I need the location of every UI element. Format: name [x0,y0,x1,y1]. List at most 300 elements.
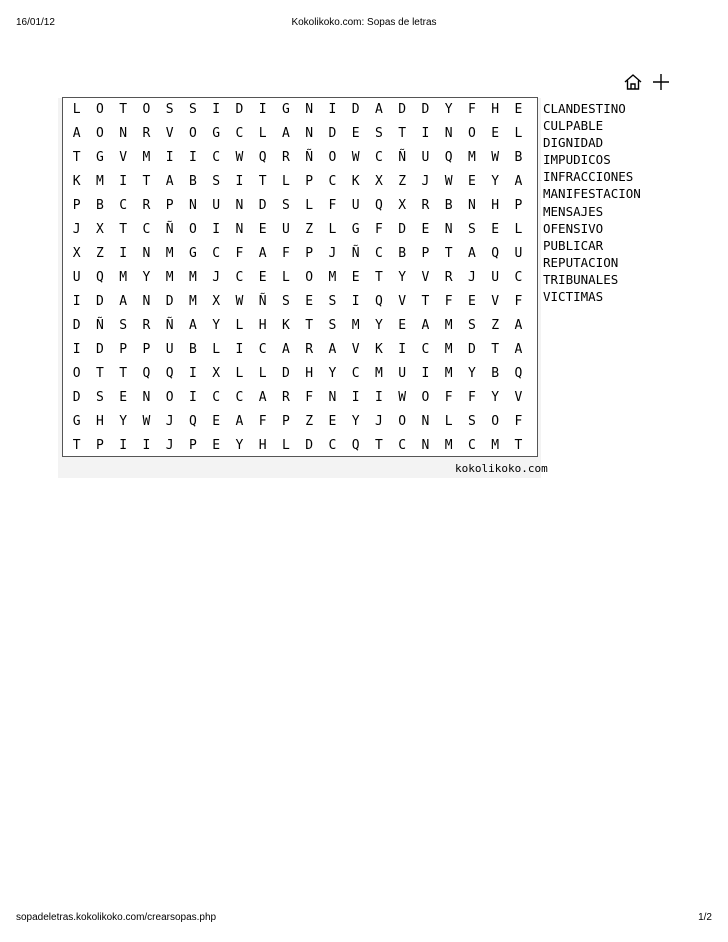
grid-cell[interactable]: A [281,126,290,141]
grid-cell[interactable]: L [235,318,244,333]
grid-cell[interactable]: C [351,366,360,381]
grid-cell[interactable]: I [351,294,360,309]
grid-cell[interactable]: N [142,294,151,309]
grid-cell[interactable]: Y [328,366,337,381]
grid-cell[interactable]: I [351,390,360,405]
grid-cell[interactable]: L [281,270,290,285]
grid-cell[interactable]: O [95,126,104,141]
grid-cell[interactable]: T [398,126,407,141]
grid-cell[interactable]: G [212,126,221,141]
grid-cell[interactable]: G [281,102,290,117]
grid-cell[interactable]: W [491,150,500,165]
grid-cell[interactable]: C [212,246,221,261]
grid-cell[interactable]: A [165,174,174,189]
grid-cell[interactable]: N [305,102,314,117]
grid-cell[interactable]: N [188,198,197,213]
grid-cell[interactable]: F [467,390,476,405]
grid-cell[interactable]: H [95,414,104,429]
grid-cell[interactable]: L [258,366,267,381]
grid-cell[interactable]: N [305,126,314,141]
grid-cell[interactable]: F [514,414,523,429]
grid-cell[interactable]: T [491,342,500,357]
grid-cell[interactable]: T [119,222,128,237]
grid-cell[interactable]: S [467,414,476,429]
grid-cell[interactable]: P [514,198,523,213]
grid-cell[interactable]: M [444,438,453,453]
grid-cell[interactable]: V [398,294,407,309]
grid-cell[interactable]: A [467,246,476,261]
grid-cell[interactable]: C [212,390,221,405]
grid-cell[interactable]: M [444,318,453,333]
grid-cell[interactable]: T [258,174,267,189]
grid-cell[interactable]: R [281,150,290,165]
grid-cell[interactable]: Y [119,414,128,429]
grid-cell[interactable]: Z [95,246,104,261]
grid-cell[interactable]: P [421,246,430,261]
grid-cell[interactable]: M [165,246,174,261]
grid-cell[interactable]: U [491,270,500,285]
grid-cell[interactable]: A [514,342,523,357]
grid-cell[interactable]: B [95,198,104,213]
grid-cell[interactable]: S [281,198,290,213]
grid-cell[interactable]: Q [444,150,453,165]
grid-cell[interactable]: O [95,102,104,117]
grid-cell[interactable]: X [72,246,81,261]
grid-cell[interactable]: U [212,198,221,213]
grid-cell[interactable]: M [328,270,337,285]
grid-cell[interactable]: A [374,102,383,117]
grid-cell[interactable]: Q [95,270,104,285]
grid-cell[interactable]: D [398,102,407,117]
grid-cell[interactable]: D [258,198,267,213]
grid-cell[interactable]: C [235,270,244,285]
grid-cell[interactable]: C [235,126,244,141]
grid-cell[interactable]: E [421,222,430,237]
grid-cell[interactable]: B [514,150,523,165]
grid-cell[interactable]: Y [212,318,221,333]
grid-cell[interactable]: B [491,366,500,381]
grid-cell[interactable]: J [328,246,337,261]
grid-cell[interactable]: C [514,270,523,285]
grid-cell[interactable]: Y [142,270,151,285]
grid-cell[interactable]: I [72,342,81,357]
grid-cell[interactable]: M [374,366,383,381]
grid-cell[interactable]: I [374,390,383,405]
grid-cell[interactable]: E [351,126,360,141]
grid-cell[interactable]: P [305,174,314,189]
grid-cell[interactable]: B [188,342,197,357]
grid-cell[interactable]: A [235,414,244,429]
grid-cell[interactable]: D [305,438,314,453]
grid-cell[interactable]: N [142,390,151,405]
grid-cell[interactable]: Y [467,366,476,381]
grid-cell[interactable]: Q [491,246,500,261]
grid-cell[interactable]: O [188,222,197,237]
grid-cell[interactable]: Y [398,270,407,285]
grid-cell[interactable]: F [258,414,267,429]
grid-cell[interactable]: J [374,414,383,429]
grid-cell[interactable]: R [281,390,290,405]
grid-cell[interactable]: G [188,246,197,261]
grid-cell[interactable]: D [95,294,104,309]
grid-cell[interactable]: T [421,294,430,309]
grid-cell[interactable]: S [119,318,128,333]
grid-cell[interactable]: N [444,126,453,141]
grid-cell[interactable]: K [351,174,360,189]
grid-cell[interactable]: C [235,390,244,405]
grid-cell[interactable]: D [165,294,174,309]
grid-cell[interactable]: V [165,126,174,141]
grid-cell[interactable]: W [398,390,407,405]
grid-cell[interactable]: I [328,102,337,117]
grid-cell[interactable]: O [328,150,337,165]
grid-cell[interactable]: Q [374,198,383,213]
grid-cell[interactable]: P [188,438,197,453]
grid-cell[interactable]: I [72,294,81,309]
grid-cell[interactable]: Y [444,102,453,117]
grid-cell[interactable]: C [328,438,337,453]
grid-cell[interactable]: S [188,102,197,117]
grid-cell[interactable]: V [351,342,360,357]
grid-cell[interactable]: W [351,150,360,165]
grid-cell[interactable]: N [235,198,244,213]
grid-cell[interactable]: D [328,126,337,141]
grid-cell[interactable]: R [142,126,151,141]
grid-cell[interactable]: S [212,174,221,189]
grid-cell[interactable]: O [142,102,151,117]
grid-cell[interactable]: N [467,198,476,213]
grid-cell[interactable]: U [351,198,360,213]
grid-cell[interactable]: Z [305,222,314,237]
grid-cell[interactable]: H [258,318,267,333]
grid-cell[interactable]: M [165,270,174,285]
grid-cell[interactable]: C [142,222,151,237]
grid-cell[interactable]: U [165,342,174,357]
grid-cell[interactable]: M [142,150,151,165]
grid-cell[interactable]: O [467,126,476,141]
home-icon[interactable] [623,72,643,97]
grid-cell[interactable]: E [491,222,500,237]
grid-cell[interactable]: D [72,390,81,405]
grid-cell[interactable]: Y [235,438,244,453]
grid-cell[interactable]: E [258,270,267,285]
grid-cell[interactable]: W [142,414,151,429]
grid-cell[interactable]: M [444,342,453,357]
grid-cell[interactable]: F [281,246,290,261]
grid-cell[interactable]: Q [188,414,197,429]
grid-cell[interactable]: K [374,342,383,357]
grid-cell[interactable]: D [467,342,476,357]
grid-cell[interactable]: S [165,102,174,117]
grid-cell[interactable]: E [328,414,337,429]
grid-cell[interactable]: D [281,366,290,381]
grid-cell[interactable]: K [281,318,290,333]
grid-cell[interactable]: B [444,198,453,213]
grid-cell[interactable]: C [374,150,383,165]
grid-cell[interactable]: U [514,246,523,261]
grid-cell[interactable]: S [467,222,476,237]
grid-cell[interactable]: C [421,342,430,357]
grid-cell[interactable]: P [142,342,151,357]
grid-cell[interactable]: Y [491,174,500,189]
grid-cell[interactable]: N [119,126,128,141]
grid-cell[interactable]: L [328,222,337,237]
grid-cell[interactable]: K [72,174,81,189]
grid-cell[interactable]: L [514,222,523,237]
grid-cell[interactable]: Z [305,414,314,429]
grid-cell[interactable]: E [212,414,221,429]
grid-cell[interactable]: H [491,198,500,213]
grid-cell[interactable]: T [95,366,104,381]
grid-cell[interactable]: A [72,126,81,141]
grid-cell[interactable]: C [398,438,407,453]
grid-cell[interactable]: Z [491,318,500,333]
grid-cell[interactable]: A [514,174,523,189]
grid-cell[interactable]: O [491,414,500,429]
grid-cell[interactable]: I [165,150,174,165]
grid-cell[interactable]: S [328,294,337,309]
grid-cell[interactable]: H [305,366,314,381]
grid-cell[interactable]: Y [351,414,360,429]
grid-cell[interactable]: T [374,438,383,453]
grid-cell[interactable]: L [281,438,290,453]
grid-cell[interactable]: I [235,342,244,357]
grid-cell[interactable]: P [305,246,314,261]
grid-cell[interactable]: O [165,390,174,405]
grid-cell[interactable]: I [212,102,221,117]
grid-cell[interactable]: M [188,270,197,285]
grid-cell[interactable]: P [165,198,174,213]
grid-cell[interactable]: L [444,414,453,429]
grid-cell[interactable]: I [188,390,197,405]
grid-cell[interactable]: I [188,366,197,381]
grid-cell[interactable]: H [258,438,267,453]
grid-cell[interactable]: W [444,174,453,189]
grid-cell[interactable]: U [421,150,430,165]
grid-cell[interactable]: O [398,414,407,429]
grid-cell[interactable]: Y [374,318,383,333]
grid-cell[interactable]: P [281,414,290,429]
grid-cell[interactable]: R [444,270,453,285]
grid-cell[interactable]: T [72,150,81,165]
grid-cell[interactable]: F [444,390,453,405]
grid-cell[interactable]: L [212,342,221,357]
grid-cell[interactable]: D [398,222,407,237]
grid-cell[interactable]: B [398,246,407,261]
grid-cell[interactable]: V [514,390,523,405]
grid-cell[interactable]: Q [165,366,174,381]
grid-cell[interactable]: T [72,438,81,453]
grid-cell[interactable]: C [374,246,383,261]
grid-cell[interactable]: U [281,222,290,237]
grid-cell[interactable]: E [119,390,128,405]
grid-cell[interactable]: Q [258,150,267,165]
grid-cell[interactable]: C [212,150,221,165]
grid-cell[interactable]: I [212,222,221,237]
grid-cell[interactable]: X [212,294,221,309]
grid-cell[interactable]: Q [142,366,151,381]
grid-cell[interactable]: I [119,246,128,261]
grid-cell[interactable]: N [328,390,337,405]
grid-cell[interactable]: I [235,174,244,189]
grid-cell[interactable]: N [421,438,430,453]
grid-cell[interactable]: S [95,390,104,405]
grid-cell[interactable]: A [514,318,523,333]
grid-cell[interactable]: O [421,390,430,405]
grid-cell[interactable]: I [119,438,128,453]
grid-cell[interactable]: D [95,342,104,357]
grid-cell[interactable]: A [119,294,128,309]
grid-cell[interactable]: T [119,102,128,117]
grid-cell[interactable]: D [421,102,430,117]
grid-cell[interactable]: L [514,126,523,141]
grid-cell[interactable]: Ñ [258,294,267,309]
grid-cell[interactable]: M [351,318,360,333]
grid-cell[interactable]: X [374,174,383,189]
grid-cell[interactable]: I [398,342,407,357]
grid-cell[interactable]: W [235,150,244,165]
grid-cell[interactable]: T [514,438,523,453]
grid-cell[interactable]: F [235,246,244,261]
grid-cell[interactable]: X [212,366,221,381]
grid-cell[interactable]: P [119,342,128,357]
grid-cell[interactable]: V [119,150,128,165]
grid-cell[interactable]: O [72,366,81,381]
grid-cell[interactable]: E [398,318,407,333]
grid-cell[interactable]: N [142,246,151,261]
grid-cell[interactable]: X [398,198,407,213]
grid-cell[interactable]: L [235,366,244,381]
grid-cell[interactable]: J [72,222,81,237]
grid-cell[interactable]: S [467,318,476,333]
grid-cell[interactable]: F [374,222,383,237]
grid-cell[interactable]: T [142,174,151,189]
grid-cell[interactable]: L [258,126,267,141]
grid-cell[interactable]: I [258,102,267,117]
grid-cell[interactable]: Q [374,294,383,309]
grid-cell[interactable]: I [119,174,128,189]
grid-cell[interactable]: C [328,174,337,189]
grid-cell[interactable]: E [351,270,360,285]
grid-cell[interactable]: I [421,366,430,381]
grid-cell[interactable]: A [258,246,267,261]
grid-cell[interactable]: Z [398,174,407,189]
grid-cell[interactable]: S [281,294,290,309]
grid-cell[interactable]: Y [491,390,500,405]
grid-cell[interactable]: C [258,342,267,357]
grid-cell[interactable]: F [444,294,453,309]
grid-cell[interactable]: A [328,342,337,357]
grid-cell[interactable]: P [72,198,81,213]
grid-cell[interactable]: Ñ [95,318,104,333]
grid-cell[interactable]: M [491,438,500,453]
grid-cell[interactable]: A [421,318,430,333]
grid-cell[interactable]: M [467,150,476,165]
grid-cell[interactable]: R [421,198,430,213]
grid-cell[interactable]: E [258,222,267,237]
grid-cell[interactable]: S [374,126,383,141]
grid-cell[interactable]: C [467,438,476,453]
grid-cell[interactable]: J [165,414,174,429]
grid-cell[interactable]: G [351,222,360,237]
grid-cell[interactable]: E [305,294,314,309]
grid-cell[interactable]: R [142,198,151,213]
grid-cell[interactable]: M [188,294,197,309]
grid-cell[interactable]: X [95,222,104,237]
grid-cell[interactable]: U [72,270,81,285]
grid-cell[interactable]: F [305,390,314,405]
grid-cell[interactable]: D [351,102,360,117]
grid-cell[interactable]: N [235,222,244,237]
grid-cell[interactable]: I [188,150,197,165]
grid-cell[interactable]: Ñ [165,318,174,333]
grid-cell[interactable]: C [119,198,128,213]
grid-cell[interactable]: I [421,126,430,141]
grid-cell[interactable]: U [398,366,407,381]
grid-cell[interactable]: G [95,150,104,165]
grid-cell[interactable]: S [328,318,337,333]
grid-cell[interactable]: F [328,198,337,213]
grid-cell[interactable]: L [72,102,81,117]
grid-cell[interactable]: T [374,270,383,285]
grid-cell[interactable]: J [421,174,430,189]
grid-cell[interactable]: I [142,438,151,453]
grid-cell[interactable]: M [119,270,128,285]
grid-cell[interactable]: R [305,342,314,357]
grid-cell[interactable]: M [444,366,453,381]
grid-cell[interactable]: J [467,270,476,285]
grid-cell[interactable]: V [491,294,500,309]
grid-cell[interactable]: Ñ [351,246,360,261]
grid-cell[interactable]: Ñ [398,150,407,165]
grid-cell[interactable]: Ñ [165,222,174,237]
grid-cell[interactable]: A [258,390,267,405]
plus-icon[interactable] [651,72,671,97]
grid-cell[interactable]: M [95,174,104,189]
grid-cell[interactable]: F [514,294,523,309]
grid-cell[interactable]: T [305,318,314,333]
grid-cell[interactable]: T [444,246,453,261]
grid-cell[interactable]: Q [351,438,360,453]
grid-cell[interactable]: E [212,438,221,453]
grid-cell[interactable]: D [72,318,81,333]
grid-cell[interactable]: E [467,174,476,189]
grid-cell[interactable]: Q [514,366,523,381]
grid-cell[interactable]: N [444,222,453,237]
grid-cell[interactable]: L [281,174,290,189]
grid-cell[interactable]: R [142,318,151,333]
grid-cell[interactable]: A [188,318,197,333]
grid-cell[interactable]: E [491,126,500,141]
grid-cell[interactable]: T [119,366,128,381]
grid-cell[interactable]: O [305,270,314,285]
grid-cell[interactable]: D [235,102,244,117]
grid-cell[interactable]: J [212,270,221,285]
grid-cell[interactable]: H [491,102,500,117]
grid-cell[interactable]: F [467,102,476,117]
grid-cell[interactable]: B [188,174,197,189]
grid-cell[interactable]: O [188,126,197,141]
grid-cell[interactable]: E [467,294,476,309]
grid-cell[interactable]: V [421,270,430,285]
grid-cell[interactable]: W [235,294,244,309]
grid-cell[interactable]: L [305,198,314,213]
grid-cell[interactable]: E [514,102,523,117]
grid-cell[interactable]: P [95,438,104,453]
grid-cell[interactable]: N [421,414,430,429]
grid-cell[interactable]: J [165,438,174,453]
grid-cell[interactable]: A [281,342,290,357]
